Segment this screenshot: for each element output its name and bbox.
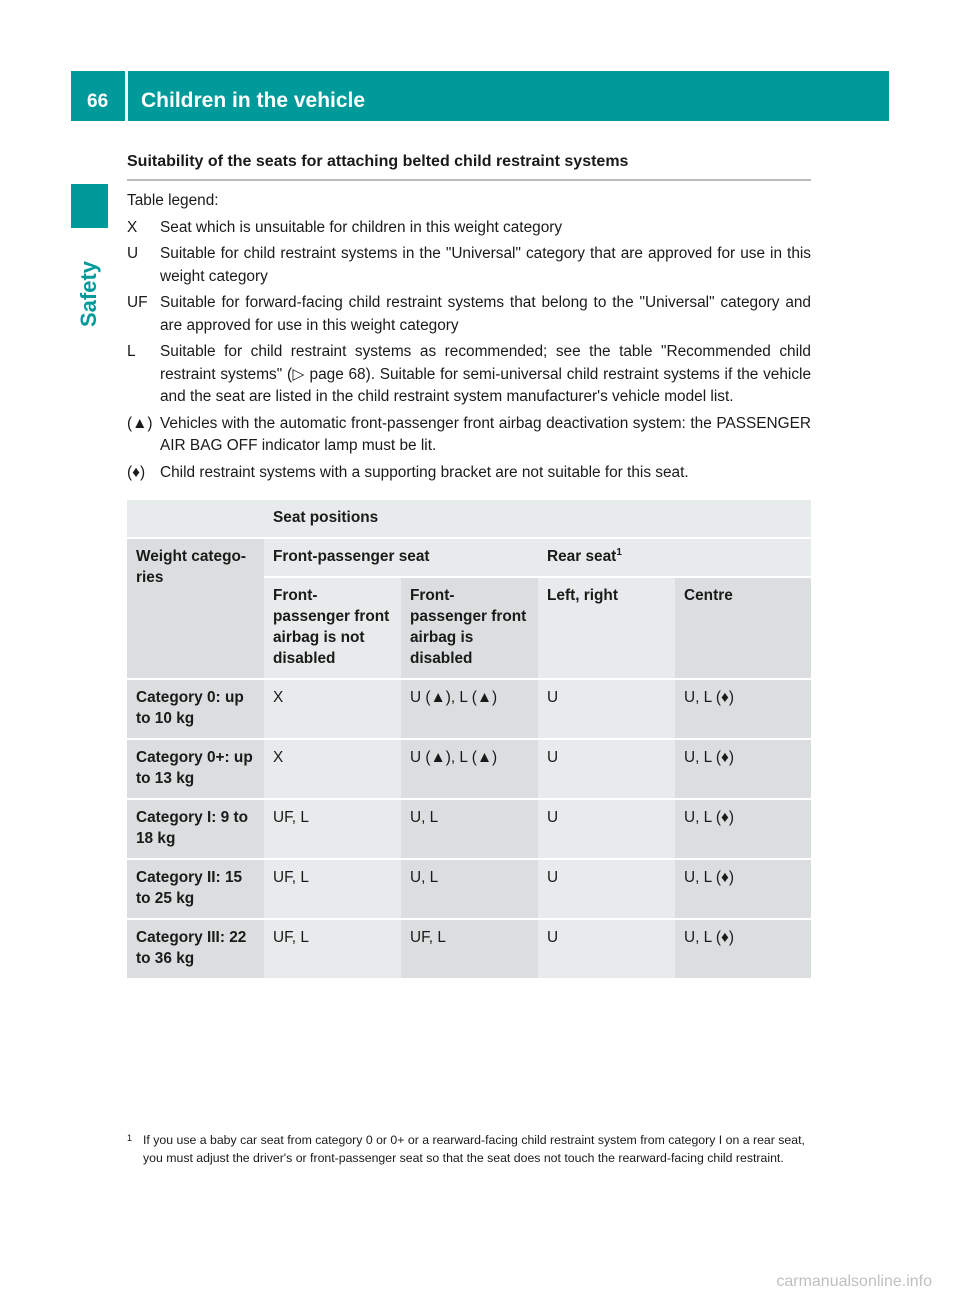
legend-key: L <box>127 343 136 360</box>
rear-seat-label: Rear seat <box>547 548 617 565</box>
legend-text: Suitable for forward-facing child restraint systems that belong to the "Universal" category and are approved for use in this weight category <box>160 294 811 334</box>
category-cell: Category III: 22 to 36 kg <box>127 920 264 980</box>
legend-text: Suitable for child restraint systems in the "Universal" category that are approved for use in this weight category <box>160 245 811 285</box>
legend-text: Suitable for child restraint systems as recommended; see the table "Recommended child restraint systems" (▷ page 68). Suitable for semi-universal child restraint systems if the vehicle and the seat are listed in the child restraint system manufacturer's vehicle model list. <box>160 343 811 405</box>
section-tab-marker <box>71 184 108 228</box>
table-cell: UF, L <box>264 860 401 920</box>
legend-item <box>127 413 811 458</box>
seat-suitability-table <box>127 500 811 980</box>
page-header <box>71 71 889 121</box>
table-cell: U <box>538 920 675 980</box>
table-cell: U, L (♦) <box>675 860 811 920</box>
table-row <box>127 860 811 920</box>
footnote-text: If you use a baby car seat from category 0 or 0+ or a rearward-facing child restraint system from category I on a rear seat, you must adjust the driver's or front-passenger seat so that the seat does not touch the rearward-facing child restraint. <box>143 1133 805 1165</box>
subheader-cell: Front-passenger front airbag is not disabled <box>264 578 401 680</box>
table-row <box>127 680 811 740</box>
category-cell: Category 0+: up to 13 kg <box>127 740 264 800</box>
footnote-ref: 1 <box>616 546 622 558</box>
table-cell: U <box>538 740 675 800</box>
table-cell: X <box>264 740 401 800</box>
front-passenger-seat-header: Front-passenger seat <box>264 539 538 578</box>
legend-key: (▲) <box>127 414 153 432</box>
table-row <box>127 920 811 980</box>
page-number: 66 <box>87 91 109 112</box>
category-cell: Category II: 15 to 25 kg <box>127 860 264 920</box>
category-cell: Category I: 9 to 18 kg <box>127 800 264 860</box>
header-divider <box>125 71 128 121</box>
page-title: Children in the vehicle <box>141 89 366 112</box>
rear-seat-header <box>538 539 811 578</box>
legend-item <box>127 462 811 485</box>
legend-item <box>127 341 811 409</box>
table-row <box>127 740 811 800</box>
table-row <box>127 800 811 860</box>
table-cell: U <box>538 680 675 740</box>
table-cell: UF, L <box>401 920 538 980</box>
table-cell: U, L <box>401 800 538 860</box>
table-cell: U (▲), L (▲) <box>401 740 538 800</box>
table-cell: U, L (♦) <box>675 920 811 980</box>
table-cell: U, L (♦) <box>675 800 811 860</box>
legend-item <box>127 243 811 288</box>
legend-item <box>127 292 811 337</box>
table-cell: U <box>538 860 675 920</box>
footnote <box>127 1132 811 1167</box>
section-side-label: Safety <box>76 260 101 328</box>
table-cell: U <box>538 800 675 860</box>
category-cell: Category 0: up to 10 kg <box>127 680 264 740</box>
table-cell: UF, L <box>264 920 401 980</box>
legend-title: Table legend: <box>127 192 219 209</box>
table-legend <box>127 190 811 488</box>
legend-key: (♦) <box>127 463 146 481</box>
legend-key: U <box>127 245 139 262</box>
weight-categories-header: Weight catego-ries <box>127 539 264 680</box>
subheader-cell: Front-passenger front airbag is disabled <box>401 578 538 680</box>
table-header-row <box>127 500 811 539</box>
legend-text: Child restraint systems with a supporting bracket are not suitable for this seat. <box>160 463 689 481</box>
table-corner-cell <box>127 500 264 539</box>
legend-text: Seat which is unsuitable for children in this weight category <box>160 218 563 236</box>
table-cell: X <box>264 680 401 740</box>
footnote-number: 1 <box>127 1133 133 1143</box>
legend-text: Vehicles with the automatic front-passenger front airbag deactivation system: the PASSENGER AIR BAG OFF indicator lamp must be lit. <box>160 414 811 454</box>
table-header-row <box>127 539 811 578</box>
subheader-cell: Centre <box>675 578 811 680</box>
legend-item <box>127 217 811 240</box>
watermark: carmanualsonline.info <box>776 1273 932 1290</box>
table-cell: U, L <box>401 860 538 920</box>
legend-key: X <box>127 218 138 236</box>
seat-positions-header: Seat positions <box>264 500 811 539</box>
subheader-cell: Left, right <box>538 578 675 680</box>
table-cell: U (▲), L (▲) <box>401 680 538 740</box>
legend-key: UF <box>127 294 148 311</box>
table-cell: U, L (♦) <box>675 680 811 740</box>
table-cell: U, L (♦) <box>675 740 811 800</box>
section-heading: Suitability of the seats for attaching belted child restraint systems <box>127 153 811 181</box>
table-cell: UF, L <box>264 800 401 860</box>
